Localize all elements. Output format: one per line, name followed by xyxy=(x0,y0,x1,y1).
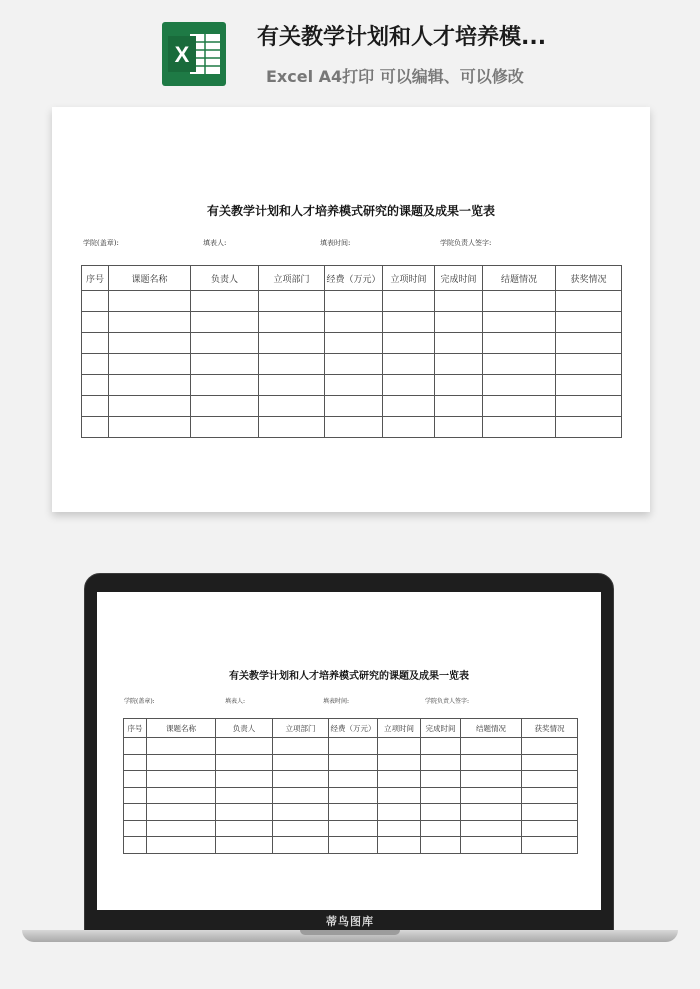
table-cell xyxy=(329,804,378,821)
col-header: 结题情况 xyxy=(483,266,556,291)
table-header-row xyxy=(124,719,578,738)
table-cell xyxy=(522,754,578,771)
field-fill-time: 填表时间: xyxy=(320,239,351,247)
table-row xyxy=(124,738,578,755)
table-cell xyxy=(191,375,259,396)
table-cell xyxy=(325,312,383,333)
table-cell xyxy=(378,804,421,821)
table-cell xyxy=(273,804,329,821)
table-cell xyxy=(147,820,216,837)
table-cell xyxy=(556,312,622,333)
col-header: 立项部门 xyxy=(259,266,325,291)
table-cell xyxy=(383,354,435,375)
col-header: 完成时间 xyxy=(421,719,461,738)
table-cell xyxy=(82,396,109,417)
field-college: 学院(盖章): xyxy=(124,698,155,705)
table-cell xyxy=(421,738,461,755)
table-cell xyxy=(378,787,421,804)
table-cell xyxy=(259,312,325,333)
field-filler: 填表人: xyxy=(203,239,227,247)
field-leader-signature: 学院负责人签字: xyxy=(425,698,470,705)
col-header: 完成时间 xyxy=(435,266,483,291)
table-cell xyxy=(124,837,147,854)
table-cell xyxy=(483,333,556,354)
table-cell xyxy=(329,754,378,771)
table-cell xyxy=(421,754,461,771)
laptop-brand-label: 蒂鸟图库 xyxy=(326,915,374,928)
table-row xyxy=(82,417,622,438)
table-cell xyxy=(421,820,461,837)
col-header: 序号 xyxy=(124,719,147,738)
page-title: 有关教学计划和人才培养模... xyxy=(257,25,547,50)
table-cell xyxy=(109,375,191,396)
col-header: 立项时间 xyxy=(378,719,421,738)
table-cell xyxy=(109,312,191,333)
table-cell xyxy=(259,396,325,417)
table-cell xyxy=(216,804,273,821)
table-cell xyxy=(216,787,273,804)
table-cell xyxy=(329,771,378,788)
table-cell xyxy=(522,738,578,755)
table-cell xyxy=(329,820,378,837)
paper-preview xyxy=(52,107,650,512)
table-cell xyxy=(259,354,325,375)
table-row xyxy=(124,754,578,771)
table-row xyxy=(124,771,578,788)
laptop-notch xyxy=(300,930,400,935)
table-cell xyxy=(325,333,383,354)
col-header: 立项部门 xyxy=(273,719,329,738)
table-cell xyxy=(461,754,522,771)
table-cell xyxy=(378,771,421,788)
table-cell xyxy=(82,312,109,333)
table-cell xyxy=(421,804,461,821)
table-cell xyxy=(378,837,421,854)
table-cell xyxy=(556,333,622,354)
table-cell xyxy=(109,291,191,312)
table-row xyxy=(82,396,622,417)
table-cell xyxy=(378,820,421,837)
data-table xyxy=(123,718,578,854)
table-cell xyxy=(435,417,483,438)
table-header-row xyxy=(82,266,622,291)
table-cell xyxy=(216,754,273,771)
table-cell xyxy=(522,787,578,804)
table-cell xyxy=(461,804,522,821)
page-subtitle: Excel A4打印 可以编辑、可以修改 xyxy=(266,67,524,86)
table-cell xyxy=(435,396,483,417)
table-body xyxy=(124,719,578,854)
col-header: 序号 xyxy=(82,266,109,291)
table-cell xyxy=(124,738,147,755)
table-cell xyxy=(191,417,259,438)
table-cell xyxy=(435,333,483,354)
table-cell xyxy=(273,754,329,771)
table-cell xyxy=(124,804,147,821)
table-cell xyxy=(329,787,378,804)
table-cell xyxy=(522,820,578,837)
table-cell xyxy=(461,771,522,788)
table-row xyxy=(82,333,622,354)
table-cell xyxy=(461,787,522,804)
table-cell xyxy=(191,291,259,312)
table-cell xyxy=(147,837,216,854)
table-row xyxy=(124,804,578,821)
table-cell xyxy=(556,417,622,438)
col-header: 结题情况 xyxy=(461,719,522,738)
table-cell xyxy=(329,837,378,854)
table-cell xyxy=(273,771,329,788)
col-header: 立项时间 xyxy=(383,266,435,291)
table-cell xyxy=(82,333,109,354)
col-header: 获奖情况 xyxy=(522,719,578,738)
table-cell xyxy=(147,804,216,821)
table-cell xyxy=(273,837,329,854)
table-cell xyxy=(191,333,259,354)
table-cell xyxy=(483,396,556,417)
table-cell xyxy=(483,375,556,396)
table-row xyxy=(82,375,622,396)
sheet-title: 有关教学计划和人才培养模式研究的课题及成果一览表 xyxy=(229,671,469,682)
table-cell xyxy=(421,787,461,804)
table-cell xyxy=(147,754,216,771)
field-leader-signature: 学院负责人签字: xyxy=(440,239,492,247)
table-cell xyxy=(556,396,622,417)
table-cell xyxy=(421,837,461,854)
table-cell xyxy=(378,754,421,771)
table-cell xyxy=(483,354,556,375)
table-row xyxy=(82,312,622,333)
sheet-title: 有关教学计划和人才培养模式研究的课题及成果一览表 xyxy=(206,204,495,218)
table-cell xyxy=(82,291,109,312)
table-row xyxy=(82,354,622,375)
col-header: 课题名称 xyxy=(109,266,191,291)
table-cell xyxy=(325,291,383,312)
table-cell xyxy=(461,820,522,837)
table-cell xyxy=(383,417,435,438)
table-cell xyxy=(522,804,578,821)
table-cell xyxy=(216,837,273,854)
table-cell xyxy=(383,333,435,354)
table-cell xyxy=(273,787,329,804)
table-cell xyxy=(556,354,622,375)
table-cell xyxy=(109,417,191,438)
table-cell xyxy=(124,771,147,788)
table-cell xyxy=(383,312,435,333)
table-cell xyxy=(522,771,578,788)
table-cell xyxy=(124,787,147,804)
table-cell xyxy=(522,837,578,854)
table-row xyxy=(124,787,578,804)
table-cell xyxy=(378,738,421,755)
excel-icon-letter: X xyxy=(174,42,190,67)
laptop-screen xyxy=(97,592,601,910)
table-cell xyxy=(483,312,556,333)
table-cell xyxy=(191,354,259,375)
table-cell xyxy=(147,771,216,788)
table-cell xyxy=(109,396,191,417)
table-cell xyxy=(147,738,216,755)
table-cell xyxy=(147,787,216,804)
table-cell xyxy=(82,354,109,375)
col-header: 负责人 xyxy=(216,719,273,738)
table-cell xyxy=(556,291,622,312)
table-cell xyxy=(216,771,273,788)
table-cell xyxy=(259,417,325,438)
table-cell xyxy=(383,375,435,396)
table-cell xyxy=(82,375,109,396)
table-cell xyxy=(82,417,109,438)
spreadsheet-page xyxy=(97,592,601,910)
col-header: 获奖情况 xyxy=(556,266,622,291)
data-table xyxy=(81,265,622,438)
table-cell xyxy=(383,291,435,312)
col-header: 经费（万元） xyxy=(325,266,383,291)
table-cell xyxy=(461,837,522,854)
col-header: 课题名称 xyxy=(147,719,216,738)
table-cell xyxy=(273,820,329,837)
field-fill-time: 填表时间: xyxy=(323,698,350,705)
table-cell xyxy=(216,738,273,755)
col-header: 负责人 xyxy=(191,266,259,291)
table-cell xyxy=(191,396,259,417)
table-cell xyxy=(124,754,147,771)
table-cell xyxy=(191,312,259,333)
table-cell xyxy=(435,312,483,333)
table-cell xyxy=(329,738,378,755)
table-cell xyxy=(421,771,461,788)
table-cell xyxy=(325,396,383,417)
header xyxy=(0,0,700,100)
table-cell xyxy=(556,375,622,396)
excel-icon xyxy=(162,22,226,86)
table-cell xyxy=(461,738,522,755)
table-cell xyxy=(273,738,329,755)
table-row xyxy=(124,837,578,854)
table-cell xyxy=(109,354,191,375)
table-cell xyxy=(216,820,273,837)
field-filler: 填表人: xyxy=(225,698,246,705)
field-college: 学院(盖章): xyxy=(83,239,119,247)
table-cell xyxy=(483,291,556,312)
spreadsheet-page xyxy=(52,107,650,512)
table-cell xyxy=(124,820,147,837)
table-cell xyxy=(435,354,483,375)
table-cell xyxy=(325,417,383,438)
table-cell xyxy=(259,375,325,396)
table-cell xyxy=(325,354,383,375)
col-header: 经费（万元） xyxy=(329,719,378,738)
table-row xyxy=(82,291,622,312)
table-row xyxy=(124,820,578,837)
table-cell xyxy=(383,396,435,417)
table-cell xyxy=(435,291,483,312)
table-cell xyxy=(109,333,191,354)
table-cell xyxy=(483,417,556,438)
table-cell xyxy=(325,375,383,396)
table-cell xyxy=(259,333,325,354)
table-cell xyxy=(435,375,483,396)
table-body xyxy=(82,266,622,438)
table-cell xyxy=(259,291,325,312)
